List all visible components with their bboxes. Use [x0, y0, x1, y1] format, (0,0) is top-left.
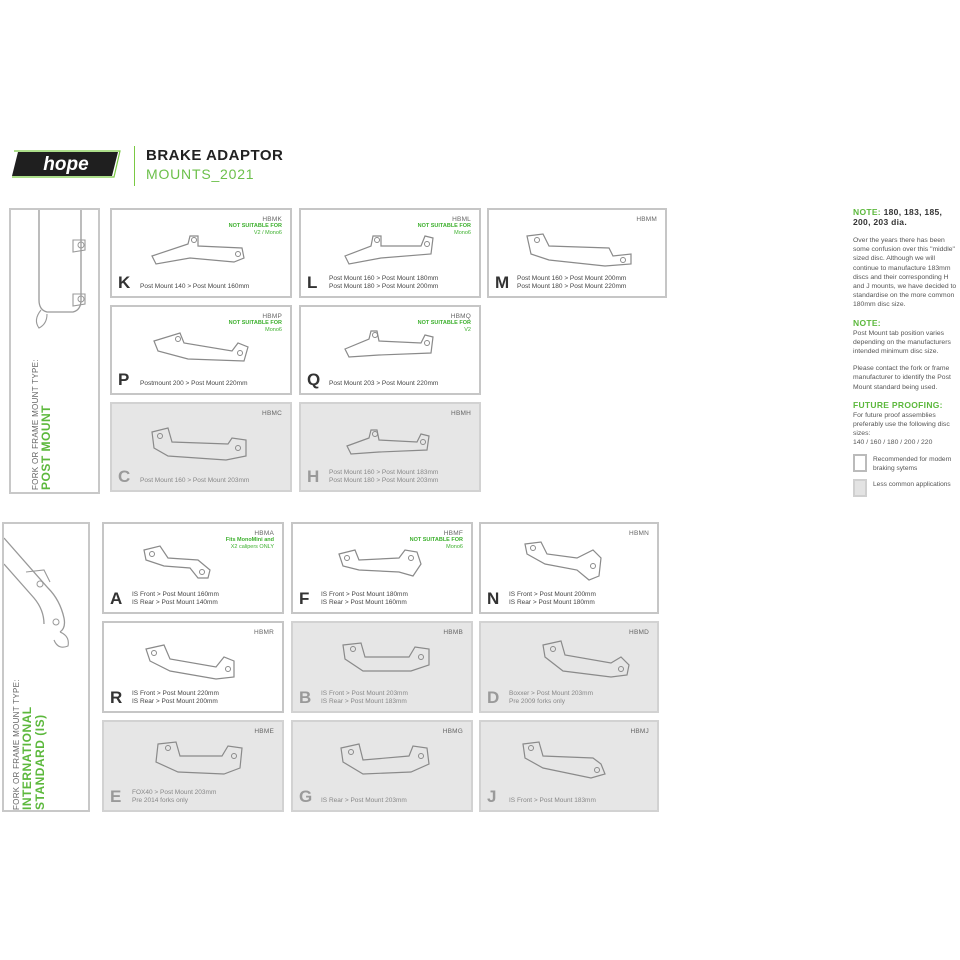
adaptor-description: IS Front > Post Mount 183mm	[509, 796, 596, 804]
product-code: HBME	[254, 728, 274, 735]
is-panel	[2, 522, 90, 812]
svg-text:hope: hope	[43, 154, 89, 175]
adaptor-card-g[interactable]	[291, 720, 473, 812]
adaptor-letter: G	[299, 787, 313, 806]
adaptor-letter: Q	[307, 370, 321, 389]
adaptor-card-m[interactable]	[487, 208, 667, 298]
adaptor-drawing	[132, 416, 272, 466]
adaptor-description: Post Mount 160 > Post Mount 203mm	[140, 476, 250, 484]
page-title: BRAKE ADAPTOR	[146, 147, 284, 164]
adaptor-description: IS Rear > Post Mount 203mm	[321, 796, 407, 804]
product-code: HBMR	[254, 629, 274, 636]
compatibility-warning: Fits MonoMini and X2 calipers ONLY	[225, 537, 274, 550]
adaptor-description: IS Front > Post Mount 203mm IS Rear > Post Mount 183mm	[321, 690, 408, 705]
adaptor-letter: P	[118, 370, 130, 389]
legend-swatch-white	[853, 454, 867, 472]
adaptor-letter: J	[487, 787, 497, 806]
product-code: HBML	[452, 216, 471, 223]
adaptor-description: Postmount 200 > Post Mount 220mm	[140, 379, 248, 387]
product-code: HBMN	[629, 530, 649, 537]
adaptor-card-f[interactable]	[291, 522, 473, 614]
adaptor-card-r[interactable]	[102, 621, 284, 713]
hope-logo	[12, 148, 124, 180]
adaptor-card-h[interactable]	[299, 402, 481, 492]
note-disc-size-heading: NOTE: 180, 183, 185, 200, 203 dia.	[853, 207, 943, 227]
future-proofing-heading: FUTURE PROOFING:	[853, 399, 943, 410]
adaptor-letter: M	[495, 273, 510, 292]
adaptor-drawing	[313, 734, 453, 784]
adaptor-drawing	[321, 222, 461, 272]
adaptor-description: IS Front > Post Mount 220mm IS Rear > Post Mount 200mm	[132, 690, 219, 705]
adaptor-card-q[interactable]	[299, 305, 481, 395]
adaptor-description: FOX40 > Post Mount 203mm Pre 2014 forks only	[132, 789, 217, 804]
adaptor-card-k[interactable]	[110, 208, 292, 298]
future-proofing-sizes: 140 / 160 / 180 / 200 / 220	[853, 439, 933, 447]
compatibility-warning: NOT SUITABLE FOR Mono6	[417, 223, 471, 236]
is-title-line1: INTERNATIONAL	[20, 706, 34, 810]
header-divider	[134, 146, 135, 186]
compatibility-warning: NOT SUITABLE FOR V2	[417, 320, 471, 333]
product-code: HBMD	[629, 629, 649, 636]
adaptor-letter: E	[110, 787, 122, 806]
post-mount-title: POST MOUNT	[39, 405, 53, 490]
adaptor-letter: A	[110, 589, 123, 608]
product-code: HBMP	[262, 313, 282, 320]
post-mount-kicker: FORK OR FRAME MOUNT TYPE:	[31, 359, 40, 490]
adaptor-letter: N	[487, 589, 500, 608]
adaptor-drawing	[501, 536, 641, 586]
adaptor-letter: H	[307, 467, 320, 486]
adaptor-drawing	[124, 734, 264, 784]
compatibility-warning: NOT SUITABLE FOR V2 / Mono6	[228, 223, 282, 236]
adaptor-drawing	[132, 222, 272, 272]
is-kicker: FORK OR FRAME MOUNT TYPE:	[12, 679, 21, 810]
adaptor-description: Boxxer > Post Mount 203mm Pre 2009 forks only	[509, 690, 593, 705]
adaptor-drawing	[124, 536, 264, 586]
adaptor-drawing	[124, 635, 264, 685]
notes-column	[853, 207, 960, 497]
adaptor-drawing	[313, 536, 453, 586]
product-code: HBMC	[262, 410, 282, 417]
post-mount-panel	[9, 208, 100, 494]
adaptor-drawing	[501, 635, 641, 685]
adaptor-drawing	[509, 224, 649, 274]
adaptor-description: IS Front > Post Mount 160mm IS Rear > Post Mount 140mm	[132, 591, 219, 606]
adaptor-drawing	[132, 319, 272, 369]
compatibility-warning: NOT SUITABLE FOR Mono6	[409, 537, 463, 550]
note-disc-size-body: Over the years there has been some confusion over this "middle" sized disc. Although we will continue to manufacture 183mm discs and their corresponding H and J mounts, we have decided to standardise on the more common 180mm disc size.	[853, 237, 957, 309]
product-code: HBMK	[262, 216, 282, 223]
product-code: HBMA	[254, 530, 274, 537]
legend-less-common	[853, 479, 960, 497]
note-contact-manufacturer: Please contact the fork or frame manufacturer to identify the Post Mount standard being used.	[853, 365, 951, 391]
adaptor-description: Post Mount 160 > Post Mount 200mm Post Mount 180 > Post Mount 220mm	[517, 275, 627, 290]
page-subtitle: MOUNTS_2021	[146, 166, 255, 182]
adaptor-drawing	[501, 734, 641, 784]
adaptor-card-b[interactable]	[291, 621, 473, 713]
product-code: HBMJ	[630, 728, 649, 735]
adaptor-description: IS Front > Post Mount 200mm IS Rear > Post Mount 180mm	[509, 591, 596, 606]
product-code: HBMF	[443, 530, 463, 537]
future-proofing-body: For future proof assemblies preferably use the following disc sizes:	[853, 411, 950, 438]
adaptor-card-e[interactable]	[102, 720, 284, 812]
adaptor-card-d[interactable]	[479, 621, 659, 713]
adaptor-description: Post Mount 203 > Post Mount 220mm	[329, 379, 439, 387]
adaptor-drawing	[313, 635, 453, 685]
is-title-line2: STANDARD (IS)	[33, 714, 47, 810]
product-code: HBMM	[636, 216, 657, 223]
adaptor-letter: R	[110, 688, 123, 707]
adaptor-description: Post Mount 160 > Post Mount 180mm Post Mount 180 > Post Mount 200mm	[329, 275, 439, 290]
adaptor-description: Post Mount 160 > Post Mount 183mm Post Mount 180 > Post Mount 203mm	[329, 469, 439, 484]
legend-recommended-label: Recommended for modern braking sytems	[873, 455, 952, 472]
product-code: HBMQ	[450, 313, 471, 320]
legend-swatch-grey	[853, 479, 867, 497]
note-tab-position-body: Post Mount tab position varies depending on the manufacturers intended minimum disc size.	[853, 329, 951, 356]
adaptor-letter: D	[487, 688, 500, 707]
adaptor-card-c[interactable]	[110, 402, 292, 492]
adaptor-drawing	[321, 416, 461, 466]
fork-leg-illustration	[11, 210, 100, 350]
adaptor-letter: L	[307, 273, 318, 292]
compatibility-warning: NOT SUITABLE FOR Mono6	[228, 320, 282, 333]
adaptor-letter: K	[118, 273, 131, 292]
legend-recommended	[853, 454, 960, 473]
adaptor-card-a[interactable]	[102, 522, 284, 614]
adaptor-description: IS Front > Post Mount 180mm IS Rear > Post Mount 160mm	[321, 591, 408, 606]
adaptor-letter: C	[118, 467, 131, 486]
adaptor-letter: F	[299, 589, 310, 608]
adaptor-description: Post Mount 140 > Post Mount 160mm	[140, 282, 250, 290]
adaptor-card-j[interactable]	[479, 720, 659, 812]
note-tab-position-heading: NOTE:	[853, 317, 881, 328]
adaptor-letter: B	[299, 688, 312, 707]
legend-less-common-label: Less common applications	[873, 480, 951, 488]
product-code: HBMH	[451, 410, 471, 417]
adaptor-card-n[interactable]	[479, 522, 659, 614]
adaptor-drawing	[321, 319, 461, 369]
product-code: HBMB	[443, 629, 463, 636]
adaptor-card-p[interactable]	[110, 305, 292, 395]
product-code: HBMG	[442, 728, 463, 735]
adaptor-card-l[interactable]	[299, 208, 481, 298]
fork-dropout-illustration	[4, 524, 90, 654]
